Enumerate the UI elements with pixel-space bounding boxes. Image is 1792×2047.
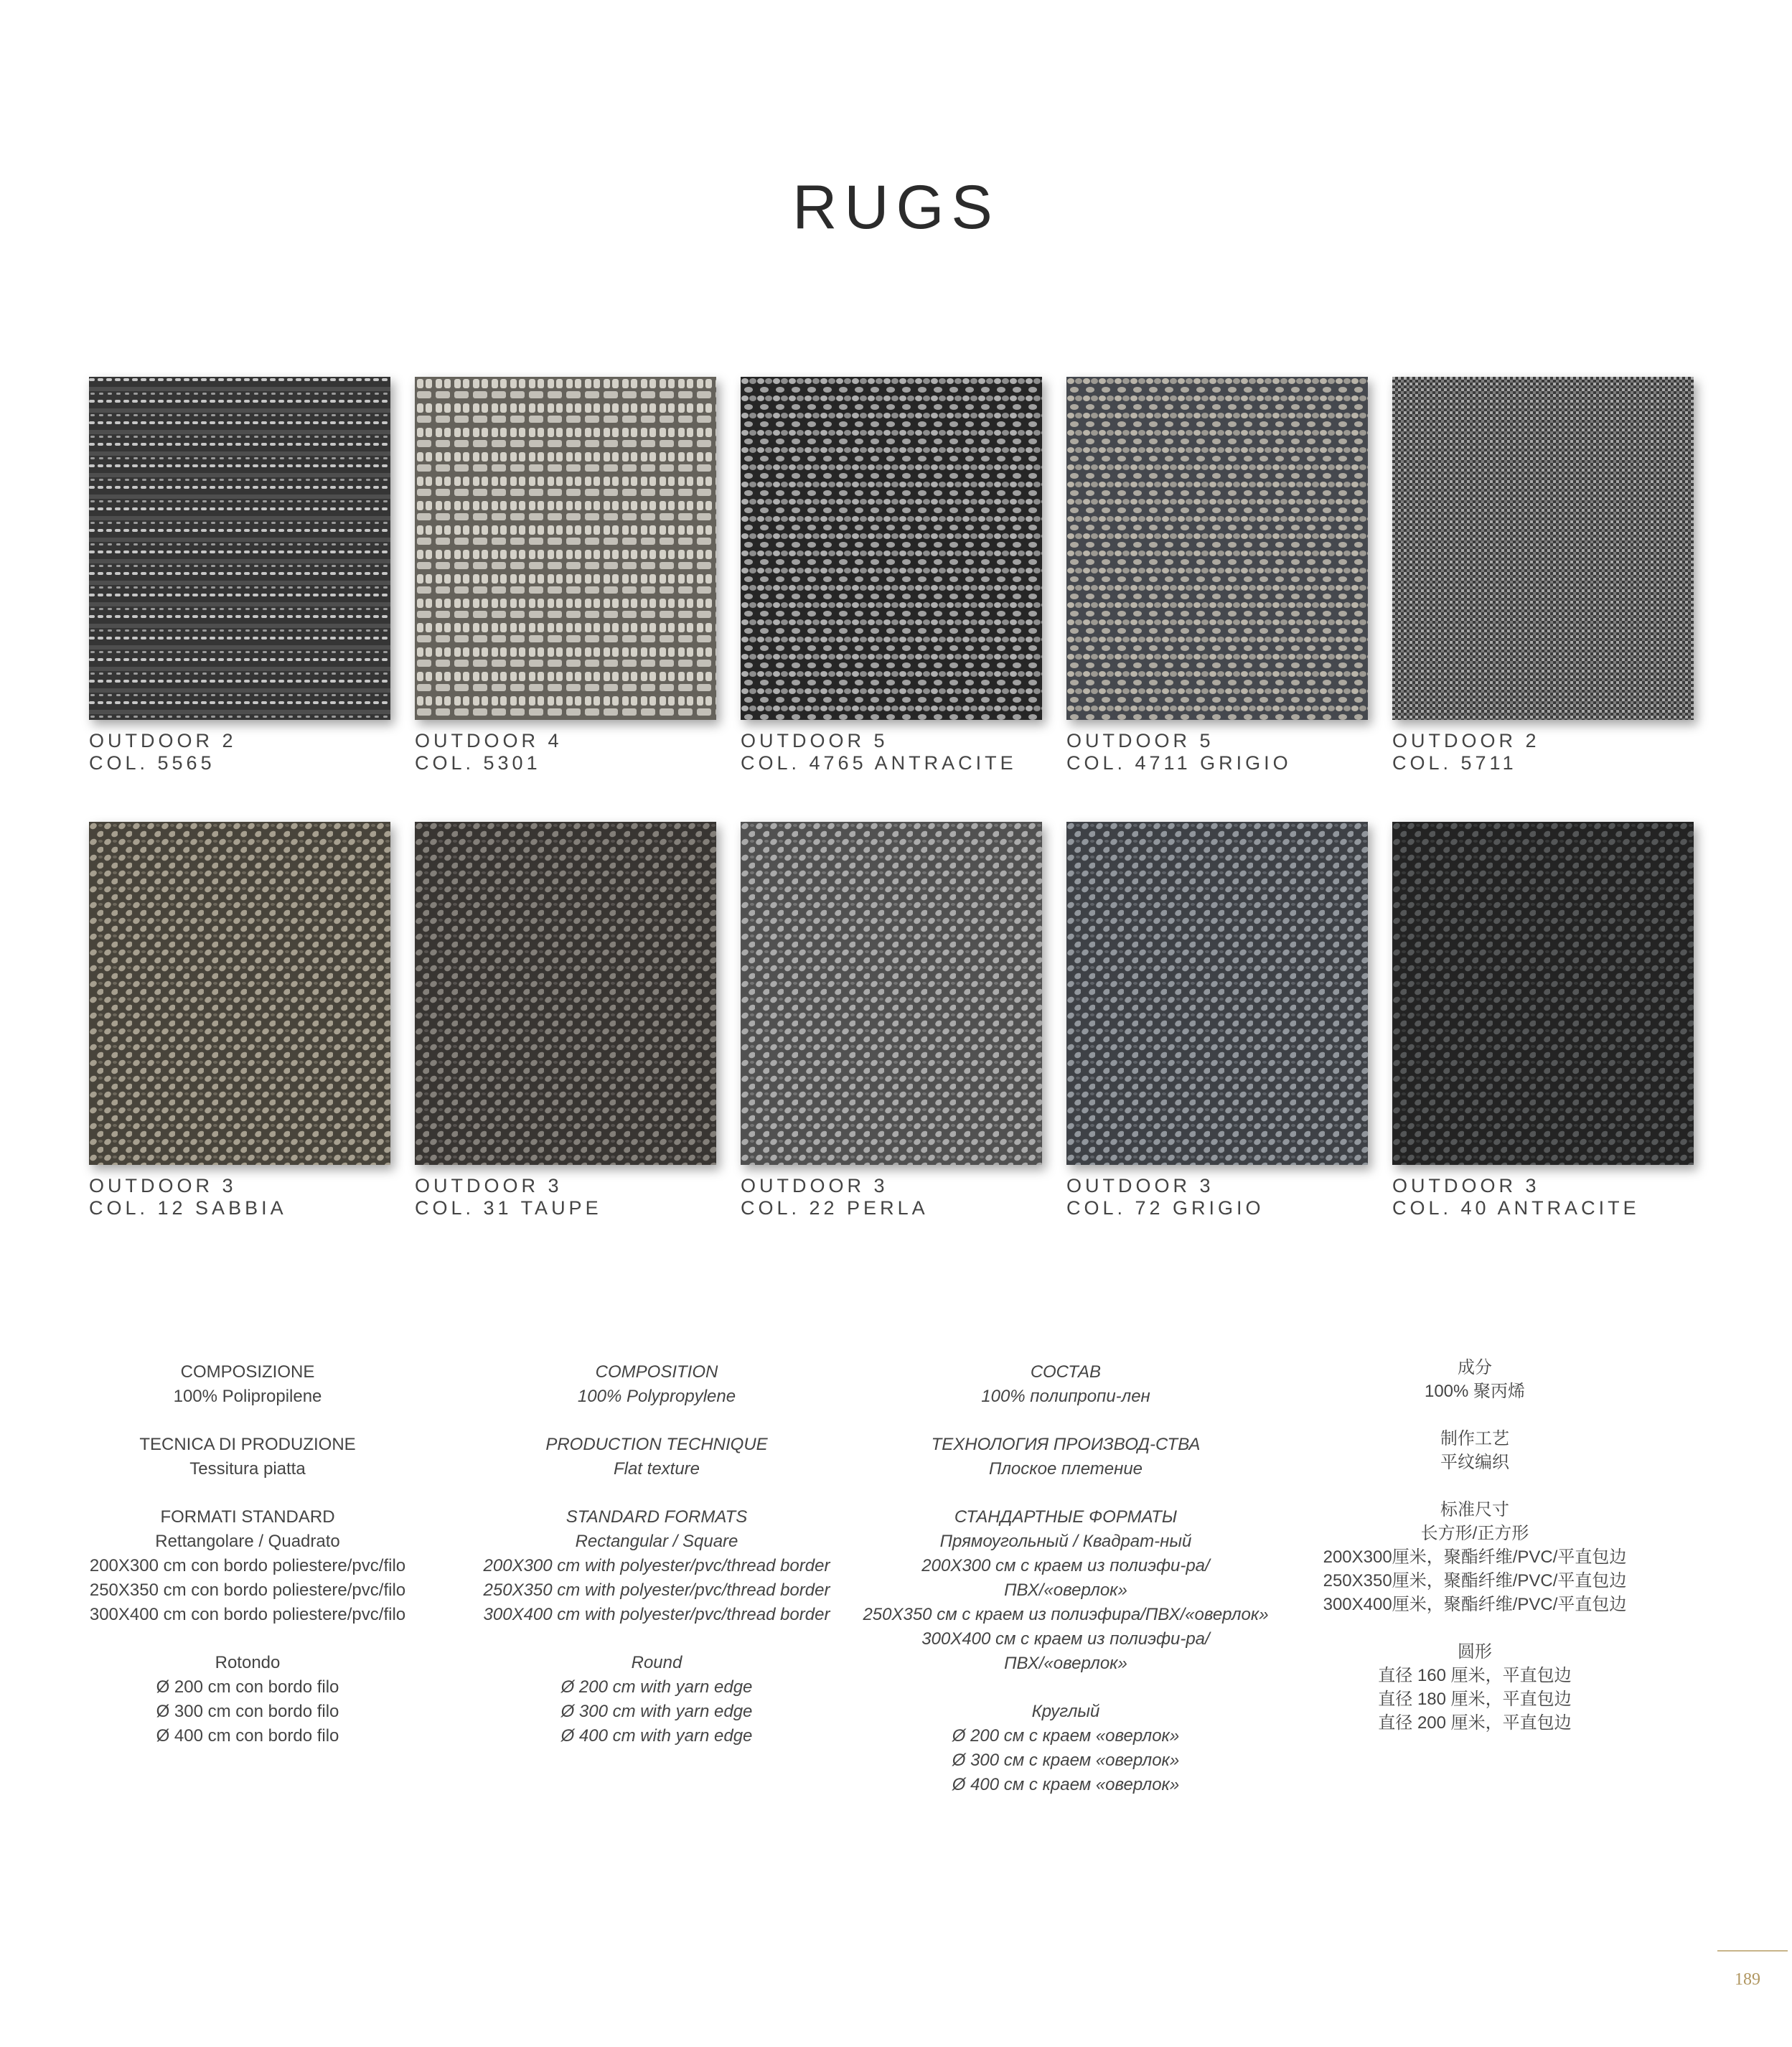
rug-grid — [89, 377, 1704, 1267]
spec-round: Ø 300 cm con bordo filo — [156, 1702, 339, 1721]
spec-value: 平纹编织 — [1440, 1453, 1509, 1472]
footer-divider — [1717, 1950, 1788, 1952]
spec-round: 直径 200 厘米，平直包边 — [1378, 1713, 1572, 1733]
rug-card[interactable] — [741, 822, 1042, 1219]
spec-heading: ТЕХНОЛОГИЯ ПРОИЗВОД-СТВА — [931, 1435, 1201, 1454]
rug-model: OUTDOOR 3 — [741, 1175, 888, 1196]
spec-format: 200X300厘米，聚酯纤维/PVC/平直包边 — [1323, 1547, 1627, 1567]
rug-swatch — [1066, 822, 1368, 1165]
spec-value: Rectangular / Square — [575, 1532, 738, 1551]
spec-heading: COMPOSIZIONE — [180, 1362, 315, 1382]
rug-texture — [415, 377, 716, 720]
rug-color: COL. 5301 — [415, 752, 541, 774]
rug-color: COL. 4765 ANTRACITE — [741, 752, 1017, 774]
rug-swatch — [89, 377, 390, 720]
rug-model: OUTDOOR 5 — [1066, 730, 1214, 751]
rug-card[interactable] — [1392, 822, 1694, 1219]
spec-format: 250X350 см с краем из полиэфира/ПВХ/«оверлок» — [863, 1605, 1269, 1624]
rug-texture-shade — [89, 377, 390, 720]
rug-model: OUTDOOR 3 — [415, 1175, 563, 1196]
spec-heading: TECNICA DI PRODUZIONE — [139, 1435, 356, 1454]
rug-texture — [1066, 822, 1368, 1165]
spec-heading: СТАНДАРТНЫЕ ФОРМАТЫ — [954, 1507, 1178, 1527]
rug-color: COL. 12 SABBIA — [89, 1197, 287, 1219]
rug-caption — [415, 1175, 716, 1219]
rug-caption — [741, 1175, 1042, 1219]
rug-texture-shade — [1066, 822, 1368, 1165]
spec-round: Ø 300 см с краем «оверлок» — [952, 1751, 1180, 1770]
spec-format: 200X300 cm con bordo poliestere/pvc/filo — [89, 1556, 406, 1575]
rug-model: OUTDOOR 3 — [89, 1175, 237, 1196]
spec-heading: СОСТАВ — [1030, 1362, 1102, 1382]
rug-texture — [741, 822, 1042, 1165]
page-title: RUGS — [792, 173, 1000, 242]
spec-heading: STANDARD FORMATS — [566, 1507, 748, 1527]
rug-swatch — [89, 822, 390, 1165]
rug-color: COL. 5565 — [89, 752, 215, 774]
spec-round: Ø 200 cm with yarn edge — [560, 1677, 753, 1697]
spec-value: Прямоугольный / Квадрат-ный — [939, 1532, 1192, 1551]
rug-texture-shade — [741, 822, 1042, 1165]
rug-texture-shade — [415, 377, 716, 720]
specs-chinese — [1270, 1356, 1679, 1821]
rug-card[interactable] — [415, 822, 716, 1219]
rug-swatch — [415, 377, 716, 720]
spec-round: 直径 180 厘米，平直包边 — [1378, 1690, 1572, 1709]
rug-card[interactable] — [1392, 377, 1694, 774]
rug-color: COL. 31 TAUPE — [415, 1197, 602, 1219]
rug-texture — [1392, 822, 1694, 1165]
spec-heading: 标准尺寸 — [1440, 1500, 1509, 1519]
rug-card[interactable] — [415, 377, 716, 774]
spec-value: Flat texture — [613, 1459, 700, 1479]
spec-value: Rettangolare / Quadrato — [155, 1532, 340, 1551]
spec-value: Плоское плетение — [988, 1459, 1143, 1479]
rug-caption — [1066, 730, 1368, 774]
spec-heading: PRODUCTION TECHNIQUE — [545, 1435, 768, 1454]
specs-russian — [861, 1360, 1270, 1821]
spec-value: 100% 聚丙烯 — [1424, 1382, 1526, 1401]
spec-format: 200X300 cm with polyester/pvc/thread border — [483, 1556, 830, 1575]
rug-model: OUTDOOR 2 — [89, 730, 237, 751]
spec-format: 300X400 cm with polyester/pvc/thread border — [483, 1605, 830, 1624]
rug-swatch — [741, 377, 1042, 720]
rug-card[interactable] — [1066, 377, 1368, 774]
specifications — [43, 1360, 1722, 1821]
spec-value: Tessitura piatta — [189, 1459, 306, 1479]
rug-card[interactable] — [89, 377, 390, 774]
rug-caption — [741, 730, 1042, 774]
rug-color: COL. 4711 GRIGIO — [1066, 752, 1292, 774]
rug-texture — [1066, 377, 1368, 720]
spec-value: 100% Polipropilene — [173, 1387, 322, 1406]
rug-caption — [415, 730, 716, 774]
spec-round: Ø 200 cm con bordo filo — [156, 1677, 339, 1697]
spec-value: 100% Polypropylene — [577, 1387, 736, 1406]
rug-swatch — [1392, 377, 1694, 720]
rug-swatch — [1392, 822, 1694, 1165]
rug-texture-shade — [1392, 377, 1694, 720]
spec-round: Ø 400 cm con bordo filo — [156, 1726, 339, 1746]
rug-caption — [1392, 730, 1694, 774]
rug-swatch — [415, 822, 716, 1165]
rug-texture — [741, 377, 1042, 720]
rug-texture-shade — [89, 822, 390, 1165]
spec-round: Ø 300 cm with yarn edge — [560, 1702, 753, 1721]
spec-round: Ø 400 см с краем «оверлок» — [952, 1775, 1180, 1794]
rug-caption — [89, 730, 390, 774]
rug-model: OUTDOOR 3 — [1392, 1175, 1540, 1196]
rug-texture-shade — [415, 822, 716, 1165]
rug-swatch — [1066, 377, 1368, 720]
spec-heading: COMPOSITION — [595, 1362, 718, 1382]
spec-format: 250X350 cm with polyester/pvc/thread border — [483, 1580, 830, 1600]
rug-color: COL. 5711 — [1392, 752, 1517, 774]
page-number: 189 — [1735, 1970, 1760, 1989]
rug-texture — [1392, 377, 1694, 720]
rug-card[interactable] — [1066, 822, 1368, 1219]
spec-format: 300X400 cm con bordo poliestere/pvc/filo — [89, 1605, 406, 1624]
spec-format: 300X400厘米，聚酯纤维/PVC/平直包边 — [1323, 1595, 1627, 1614]
spec-format: 250X350 cm con bordo poliestere/pvc/filo — [89, 1580, 406, 1600]
rug-caption — [1066, 1175, 1368, 1219]
rug-color: COL. 72 GRIGIO — [1066, 1197, 1265, 1219]
rug-model: OUTDOOR 2 — [1392, 730, 1540, 751]
rug-caption — [89, 1175, 390, 1219]
rug-card[interactable] — [741, 377, 1042, 774]
rug-texture — [89, 377, 390, 720]
rug-color: COL. 40 ANTRACITE — [1392, 1197, 1640, 1219]
spec-format: 200X300 см с краем из полиэфи-ра/ПВХ/«оверлок» — [921, 1556, 1210, 1600]
spec-round: Ø 400 cm with yarn edge — [560, 1726, 753, 1746]
rug-row-2 — [89, 822, 1704, 1219]
rug-texture-shade — [1392, 822, 1694, 1165]
spec-heading: Rotondo — [215, 1653, 281, 1672]
spec-heading: 制作工艺 — [1440, 1429, 1509, 1448]
spec-heading: 成分 — [1458, 1358, 1492, 1377]
spec-value: 长方形/正方形 — [1420, 1524, 1529, 1543]
rug-texture — [415, 822, 716, 1165]
rug-swatch — [741, 822, 1042, 1165]
specs-english — [452, 1360, 861, 1821]
spec-round: Ø 200 см с краем «оверлок» — [952, 1726, 1180, 1746]
spec-value: 100% полипропи-лен — [981, 1387, 1150, 1406]
rug-card[interactable] — [89, 822, 390, 1219]
spec-format: 250X350厘米，聚酯纤维/PVC/平直包边 — [1323, 1571, 1627, 1591]
spec-heading: FORMATI STANDARD — [160, 1507, 335, 1527]
spec-round: 直径 160 厘米，平直包边 — [1378, 1666, 1572, 1685]
spec-format: 300X400 см с краем из полиэфи-ра/ПВХ/«оверлок» — [921, 1629, 1210, 1673]
spec-heading: 圆形 — [1458, 1642, 1492, 1662]
spec-heading: Round — [631, 1653, 682, 1672]
rug-caption — [1392, 1175, 1694, 1219]
spec-heading: Круглый — [1031, 1702, 1100, 1721]
rug-texture — [89, 822, 390, 1165]
rug-color: COL. 22 PERLA — [741, 1197, 929, 1219]
rug-row-1 — [89, 377, 1704, 774]
specs-italian — [43, 1360, 452, 1821]
rug-texture-shade — [741, 377, 1042, 720]
rug-texture-shade — [1066, 377, 1368, 720]
rug-model: OUTDOOR 5 — [741, 730, 888, 751]
rug-model: OUTDOOR 4 — [415, 730, 563, 751]
rug-model: OUTDOOR 3 — [1066, 1175, 1214, 1196]
